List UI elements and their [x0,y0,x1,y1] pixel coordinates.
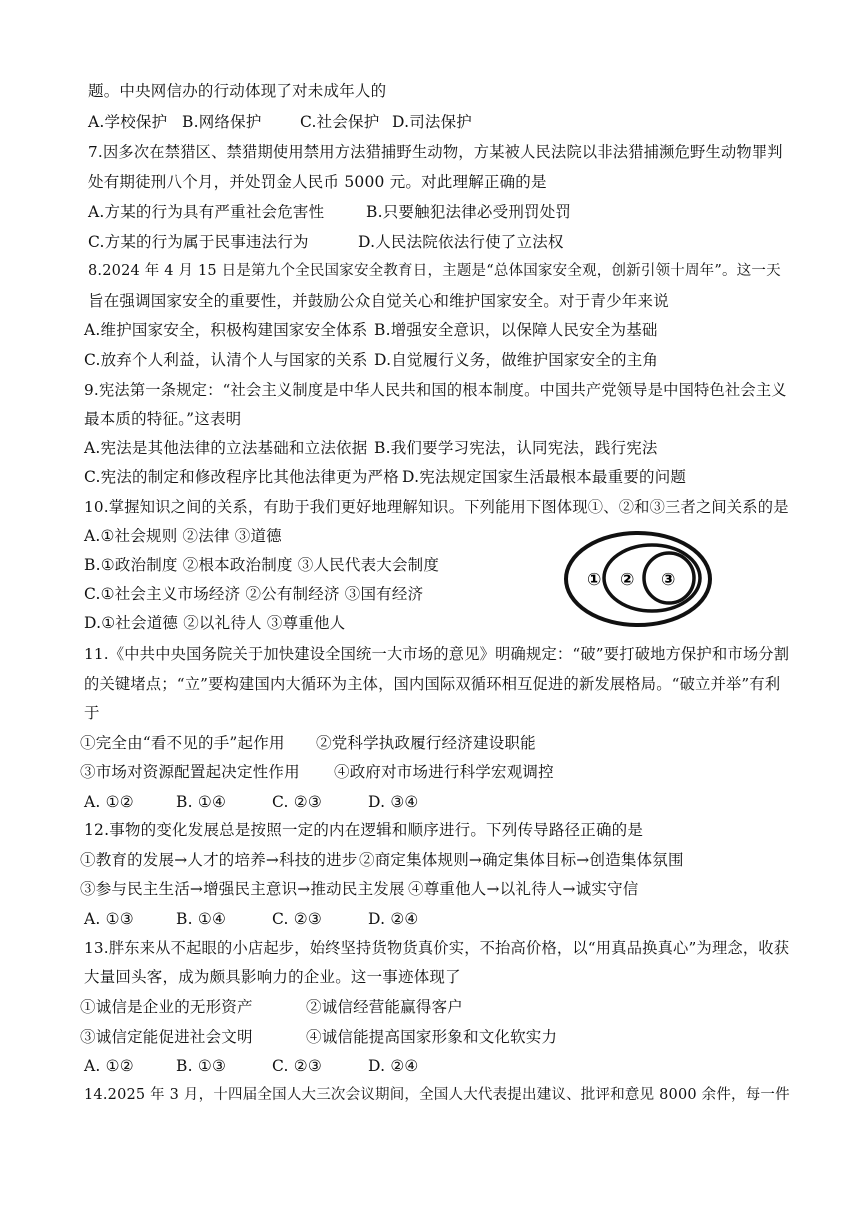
q9-option-c: C.宪法的制定和修改程序比其他法律更为严格 [84,468,399,486]
q11-item-2: ②党科学执政履行经济建设职能 [316,734,536,752]
q6-option-c: C.社会保护 [300,113,380,131]
q9-stem-line1: 9.宪法第一条规定：“社会主义制度是中华人民共和国的根本制度。中国共产党领导是中国特色社会主义 [84,381,787,399]
q10-option-b: B.①政治制度 ②根本政治制度 ③人民代表大会制度 [84,556,440,574]
q14-stem-line1: 14.2025 年 3 月，十四届全国人大三次会议期间，全国人大代表提出建议、批评和意见 8000 余件，每一件 [84,1087,790,1103]
q9-stem-line2: 最本质的特征。”这表明 [84,410,242,428]
q10-option-a: A.①社会规则 ②法律 ③道德 [84,527,282,545]
nested-ellipse-diagram [560,523,720,633]
q13-stem-line2: 大量回头客，成为颇具影响力的企业。这一事迹体现了 [84,968,461,986]
q6-stem-tail: 题。中央网信办的行动体现了对未成年人的 [88,82,387,100]
q13-item-1: ①诚信是企业的无形资产 [80,998,253,1016]
q7-option-d: D.人民法院依法行使了立法权 [358,233,564,251]
q7-option-b: B.只要触犯法律必受刑罚处罚 [366,203,572,221]
q6-option-b: B.网络保护 [182,113,262,131]
q8-option-d: D.自觉履行义务，做维护国家安全的主角 [374,351,659,369]
q11-item-1: ①完全由“看不见的手”起作用 [80,734,285,752]
q11-stem-line1: 11.《中共中央国务院关于加快建设全国统一大市场的意见》明确规定：“破”要打破地方保护和市场分割 [84,645,790,663]
q8-stem-line2: 旨在强调国家安全的重要性，并鼓励公众自觉关心和维护国家安全。对于青少年来说 [88,292,669,310]
q9-option-b: B.我们要学习宪法，认同宪法，践行宪法 [374,439,658,457]
q12-item-1: ①教育的发展→人才的培养→科技的进步 [80,851,358,869]
q7-stem-line2: 处有期徒刑八个月，并处罚金人民币 5000 元。对此理解正确的是 [88,173,547,191]
q11-option-c: C. ②③ [272,793,322,811]
q11-option-d: D. ③④ [368,793,419,811]
q12-option-b: B. ①④ [176,910,227,928]
q7-option-a: A.方某的行为具有严重社会危害性 [88,203,325,221]
q6-option-d: D.司法保护 [392,113,473,131]
q13-option-c: C. ②③ [272,1057,322,1075]
q11-option-b: B. ①④ [176,793,227,811]
q13-item-2: ②诚信经营能赢得客户 [306,998,464,1016]
q10-option-c: C.①社会主义市场经济 ②公有制经济 ③国有经济 [84,585,424,603]
q12-item-3: ③参与民主生活→增强民主意识→推动民主发展 [80,880,405,898]
q12-option-c: C. ②③ [272,910,322,928]
q11-item-4: ④政府对市场进行科学宏观调控 [334,763,554,781]
q11-stem-line3: 于 [84,704,100,722]
q13-option-d: D. ②④ [368,1057,419,1075]
q13-option-a: A. ①② [84,1057,134,1075]
q12-option-a: A. ①③ [84,910,134,928]
q8-option-a: A.维护国家安全，积极构建国家安全体系 [84,321,368,339]
q8-option-c: C.放弃个人利益，认清个人与国家的关系 [84,351,368,369]
q10-option-d: D.①社会道德 ②以礼待人 ③尊重他人 [84,614,346,632]
q13-stem-line1: 13.胖东来从不起眼的小店起步，始终坚持货物货真价实，不抬高价格，以“用真品换真心”为理念，收获 [84,939,790,957]
q9-option-a: A.宪法是其他法律的立法基础和立法依据 [84,439,368,457]
diagram-label-1: ① [587,570,602,590]
q13-item-4: ④诚信能提高国家形象和文化软实力 [306,1028,558,1046]
diagram-label-2: ② [620,570,635,590]
q7-stem-line1: 7.因多次在禁猎区、禁猎期使用禁用方法猎捕野生动物，方某被人民法院以非法猎捕濒危野生动物罪判 [88,143,783,161]
q11-item-3: ③市场对资源配置起决定性作用 [80,763,300,781]
middle-ellipse [604,545,700,611]
q13-item-3: ③诚信定能促进社会文明 [80,1028,253,1046]
q12-item-2: ②商定集体规则→确定集体目标→创造集体氛围 [359,851,684,869]
q7-option-c: C.方某的行为属于民事违法行为 [88,233,309,251]
q12-item-4: ④尊重他人→以礼待人→诚实守信 [408,880,639,898]
q9-option-d: D.宪法规定国家生活最根本最重要的问题 [402,468,687,486]
q6-option-a: A.学校保护 [88,113,168,131]
q11-stem-line2: 的关键堵点；“立”要构建国内大循环为主体，国内国际双循环相互促进的新发展格局。“破立并举”有利 [84,675,781,693]
q13-option-b: B. ①③ [176,1057,227,1075]
q11-option-a: A. ①② [84,793,134,811]
q10-stem: 10.掌握知识之间的关系，有助于我们更好地理解知识。下列能用下图体现①、②和③三者之间关系的是 [84,498,789,516]
q8-option-b: B.增强安全意识，以保障人民安全为基础 [374,321,658,339]
diagram-label-3: ③ [661,570,676,590]
q12-option-d: D. ②④ [368,910,419,928]
q12-stem: 12.事物的变化发展总是按照一定的内在逻辑和顺序进行。下列传导路径正确的是 [84,821,644,839]
q8-stem-line1: 8.2024 年 4 月 15 日是第九个全民国家安全教育日，主题是“总体国家安全观，创新引领十周年”。这一天 [88,263,781,279]
